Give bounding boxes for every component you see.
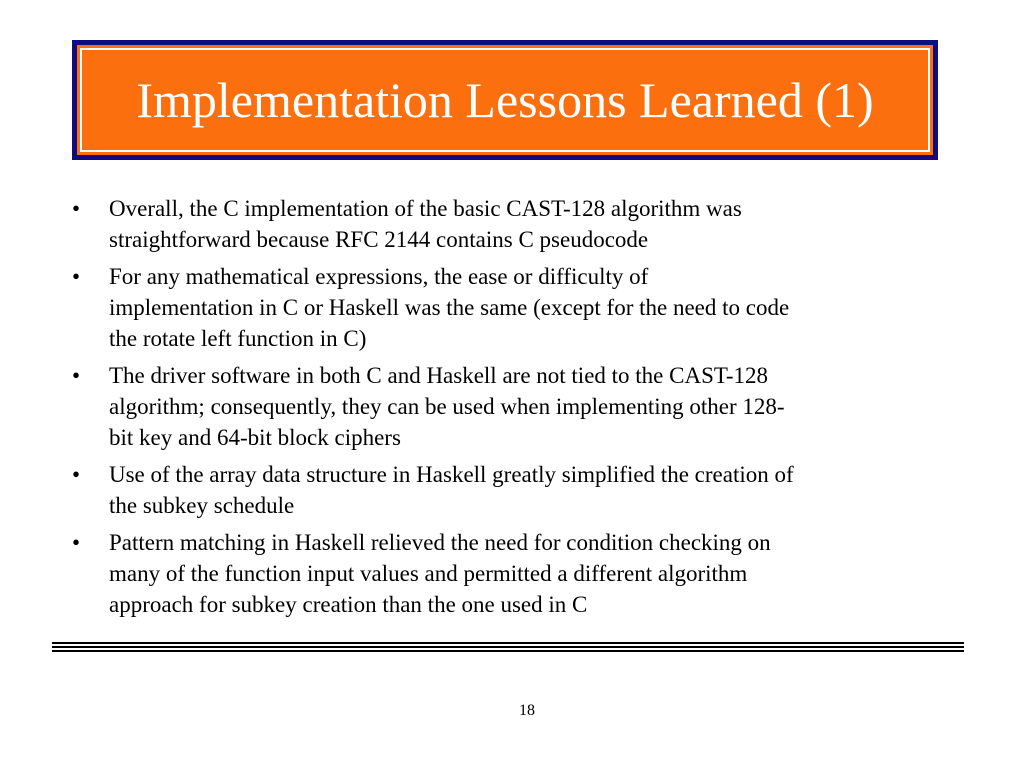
bullet-item xyxy=(72,261,968,354)
bullet-line: the rotate left function in C) xyxy=(109,326,367,351)
slide-title: Implementation Lessons Learned (1) xyxy=(136,72,874,128)
bullet-dot-icon: • xyxy=(72,363,81,388)
bullet-list xyxy=(72,193,968,626)
bullet-line: the subkey schedule xyxy=(109,493,295,518)
bullet-line: approach for subkey creation than the one used in C xyxy=(109,592,588,617)
bullet-item xyxy=(72,527,968,620)
bullet-line: The driver software in both C and Haskell are not tied to the CAST-128 xyxy=(109,363,768,388)
footer-rule-line xyxy=(52,642,964,644)
bullet-dot-icon: • xyxy=(72,196,81,221)
bullet-dot-icon: • xyxy=(72,264,81,289)
bullet-line: algorithm; consequently, they can be used when implementing other 128- xyxy=(109,394,785,419)
slide-title-box xyxy=(72,40,938,160)
bullet-item xyxy=(72,193,968,255)
bullet-line: Pattern matching in Haskell relieved the need for condition checking on xyxy=(109,530,771,555)
bullet-line: straightforward because RFC 2144 contains C pseudocode xyxy=(109,227,649,252)
bullet-line: implementation in C or Haskell was the same (except for the need to code xyxy=(109,295,790,320)
bullet-item xyxy=(72,360,968,453)
bullet-item xyxy=(72,459,968,521)
bullet-line: For any mathematical expressions, the ease or difficulty of xyxy=(109,264,649,289)
footer-rule xyxy=(52,642,964,654)
footer-rule-line xyxy=(52,650,964,652)
bullet-dot-icon: • xyxy=(72,530,81,555)
bullet-line: Use of the array data structure in Haskell greatly simplified the creation of xyxy=(109,462,794,487)
bullet-line: Overall, the C implementation of the basic CAST-128 algorithm was xyxy=(109,196,742,221)
bullet-line: many of the function input values and permitted a different algorithm xyxy=(109,561,748,586)
bullet-line: bit key and 64-bit block ciphers xyxy=(109,425,401,450)
bullet-dot-icon: • xyxy=(72,462,81,487)
page-number: 18 xyxy=(519,702,535,719)
footer-rule-line xyxy=(52,646,964,648)
